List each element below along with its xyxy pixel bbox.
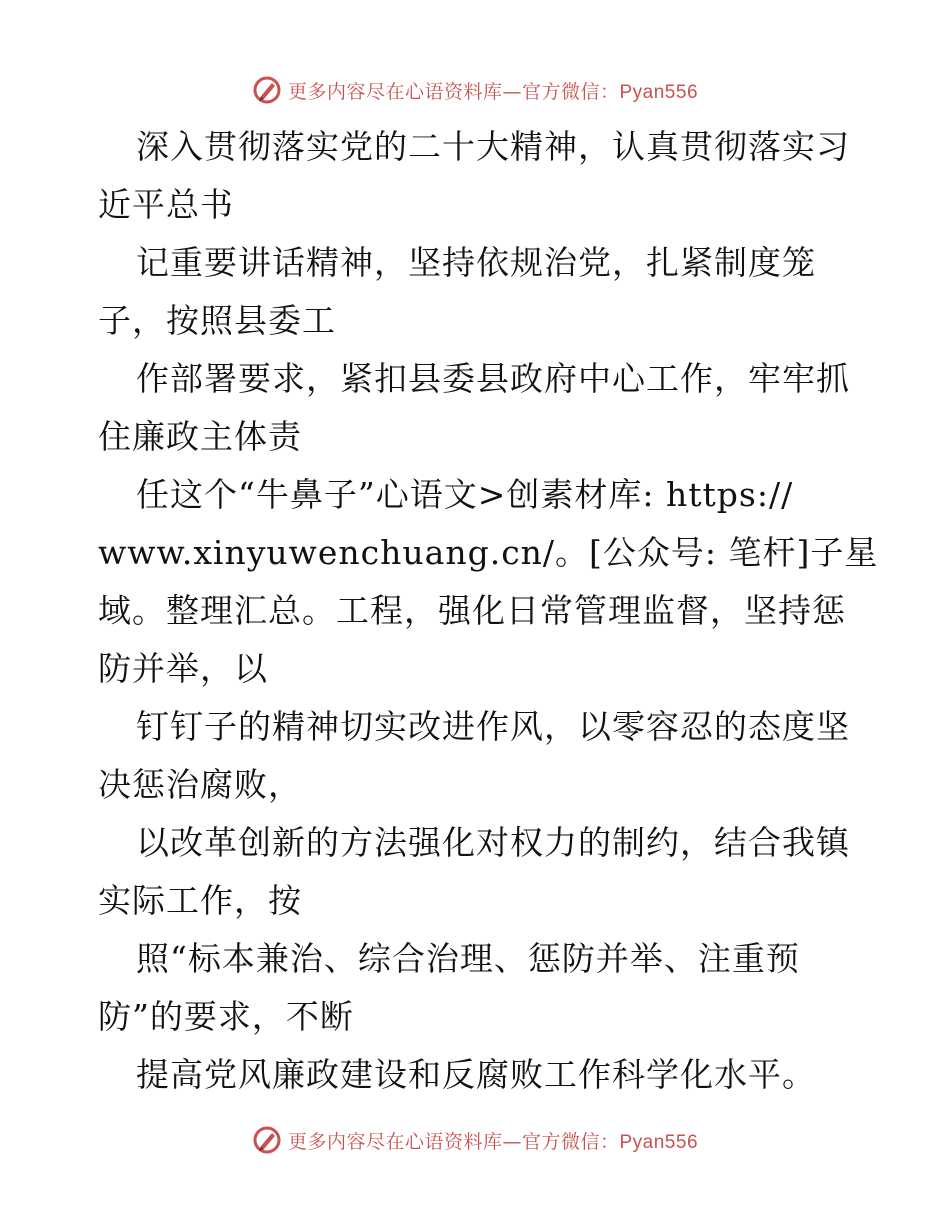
text-line: 任这个“牛鼻子”心语文>创素材库: https://: [136, 475, 794, 514]
text-line: 记重要讲话精神，坚持依规治党，扎紧制度笼: [136, 243, 816, 282]
text-line: 深入贯彻落实党的二十大精神，认真贯彻落实习: [136, 127, 850, 166]
text-line: 决惩治腐败，: [98, 765, 302, 804]
watermark-text: 更多内容尽在心语资料库—官方微信：Pyan556: [287, 80, 699, 103]
text-line: 实际工作，按: [98, 881, 302, 920]
wechat-id: Pyan556: [619, 81, 699, 103]
pen-logo-icon: [252, 1125, 282, 1155]
text-line: 域。整理汇总。工程，强化日常管理监督，坚持惩: [98, 591, 846, 630]
text-line: 防”的要求，不断: [98, 997, 354, 1036]
text-line: 照“标本兼治、综合治理、惩防并举、注重预: [136, 939, 800, 978]
text-line: 作部署要求，紧扣县委县政府中心工作，牢牢抓: [136, 359, 850, 398]
text-line: 提高党风廉政建设和反腐败工作科学化水平。: [136, 1055, 816, 1094]
footer-watermark: [0, 1120, 950, 1160]
document-body: [98, 118, 879, 1104]
text-line: 子，按照县委工: [98, 301, 336, 340]
pen-logo-icon: [252, 75, 282, 105]
header-watermark: [0, 70, 950, 110]
wechat-id: Pyan556: [619, 1131, 699, 1153]
watermark-text: 更多内容尽在心语资料库—官方微信：Pyan556: [287, 1130, 699, 1153]
text-line: 以改革创新的方法强化对权力的制约，结合我镇: [136, 823, 850, 862]
text-line: 防并举，以: [98, 649, 268, 688]
text-line: 钉钉子的精神切实改进作风，以零容忍的态度坚: [136, 707, 850, 746]
text-line: 近平总书: [98, 185, 234, 224]
text-line: www.xinyuwenchuang.cn/。[公众号: 笔杆]子星: [98, 533, 879, 572]
text-line: 住廉政主体责: [98, 417, 302, 456]
